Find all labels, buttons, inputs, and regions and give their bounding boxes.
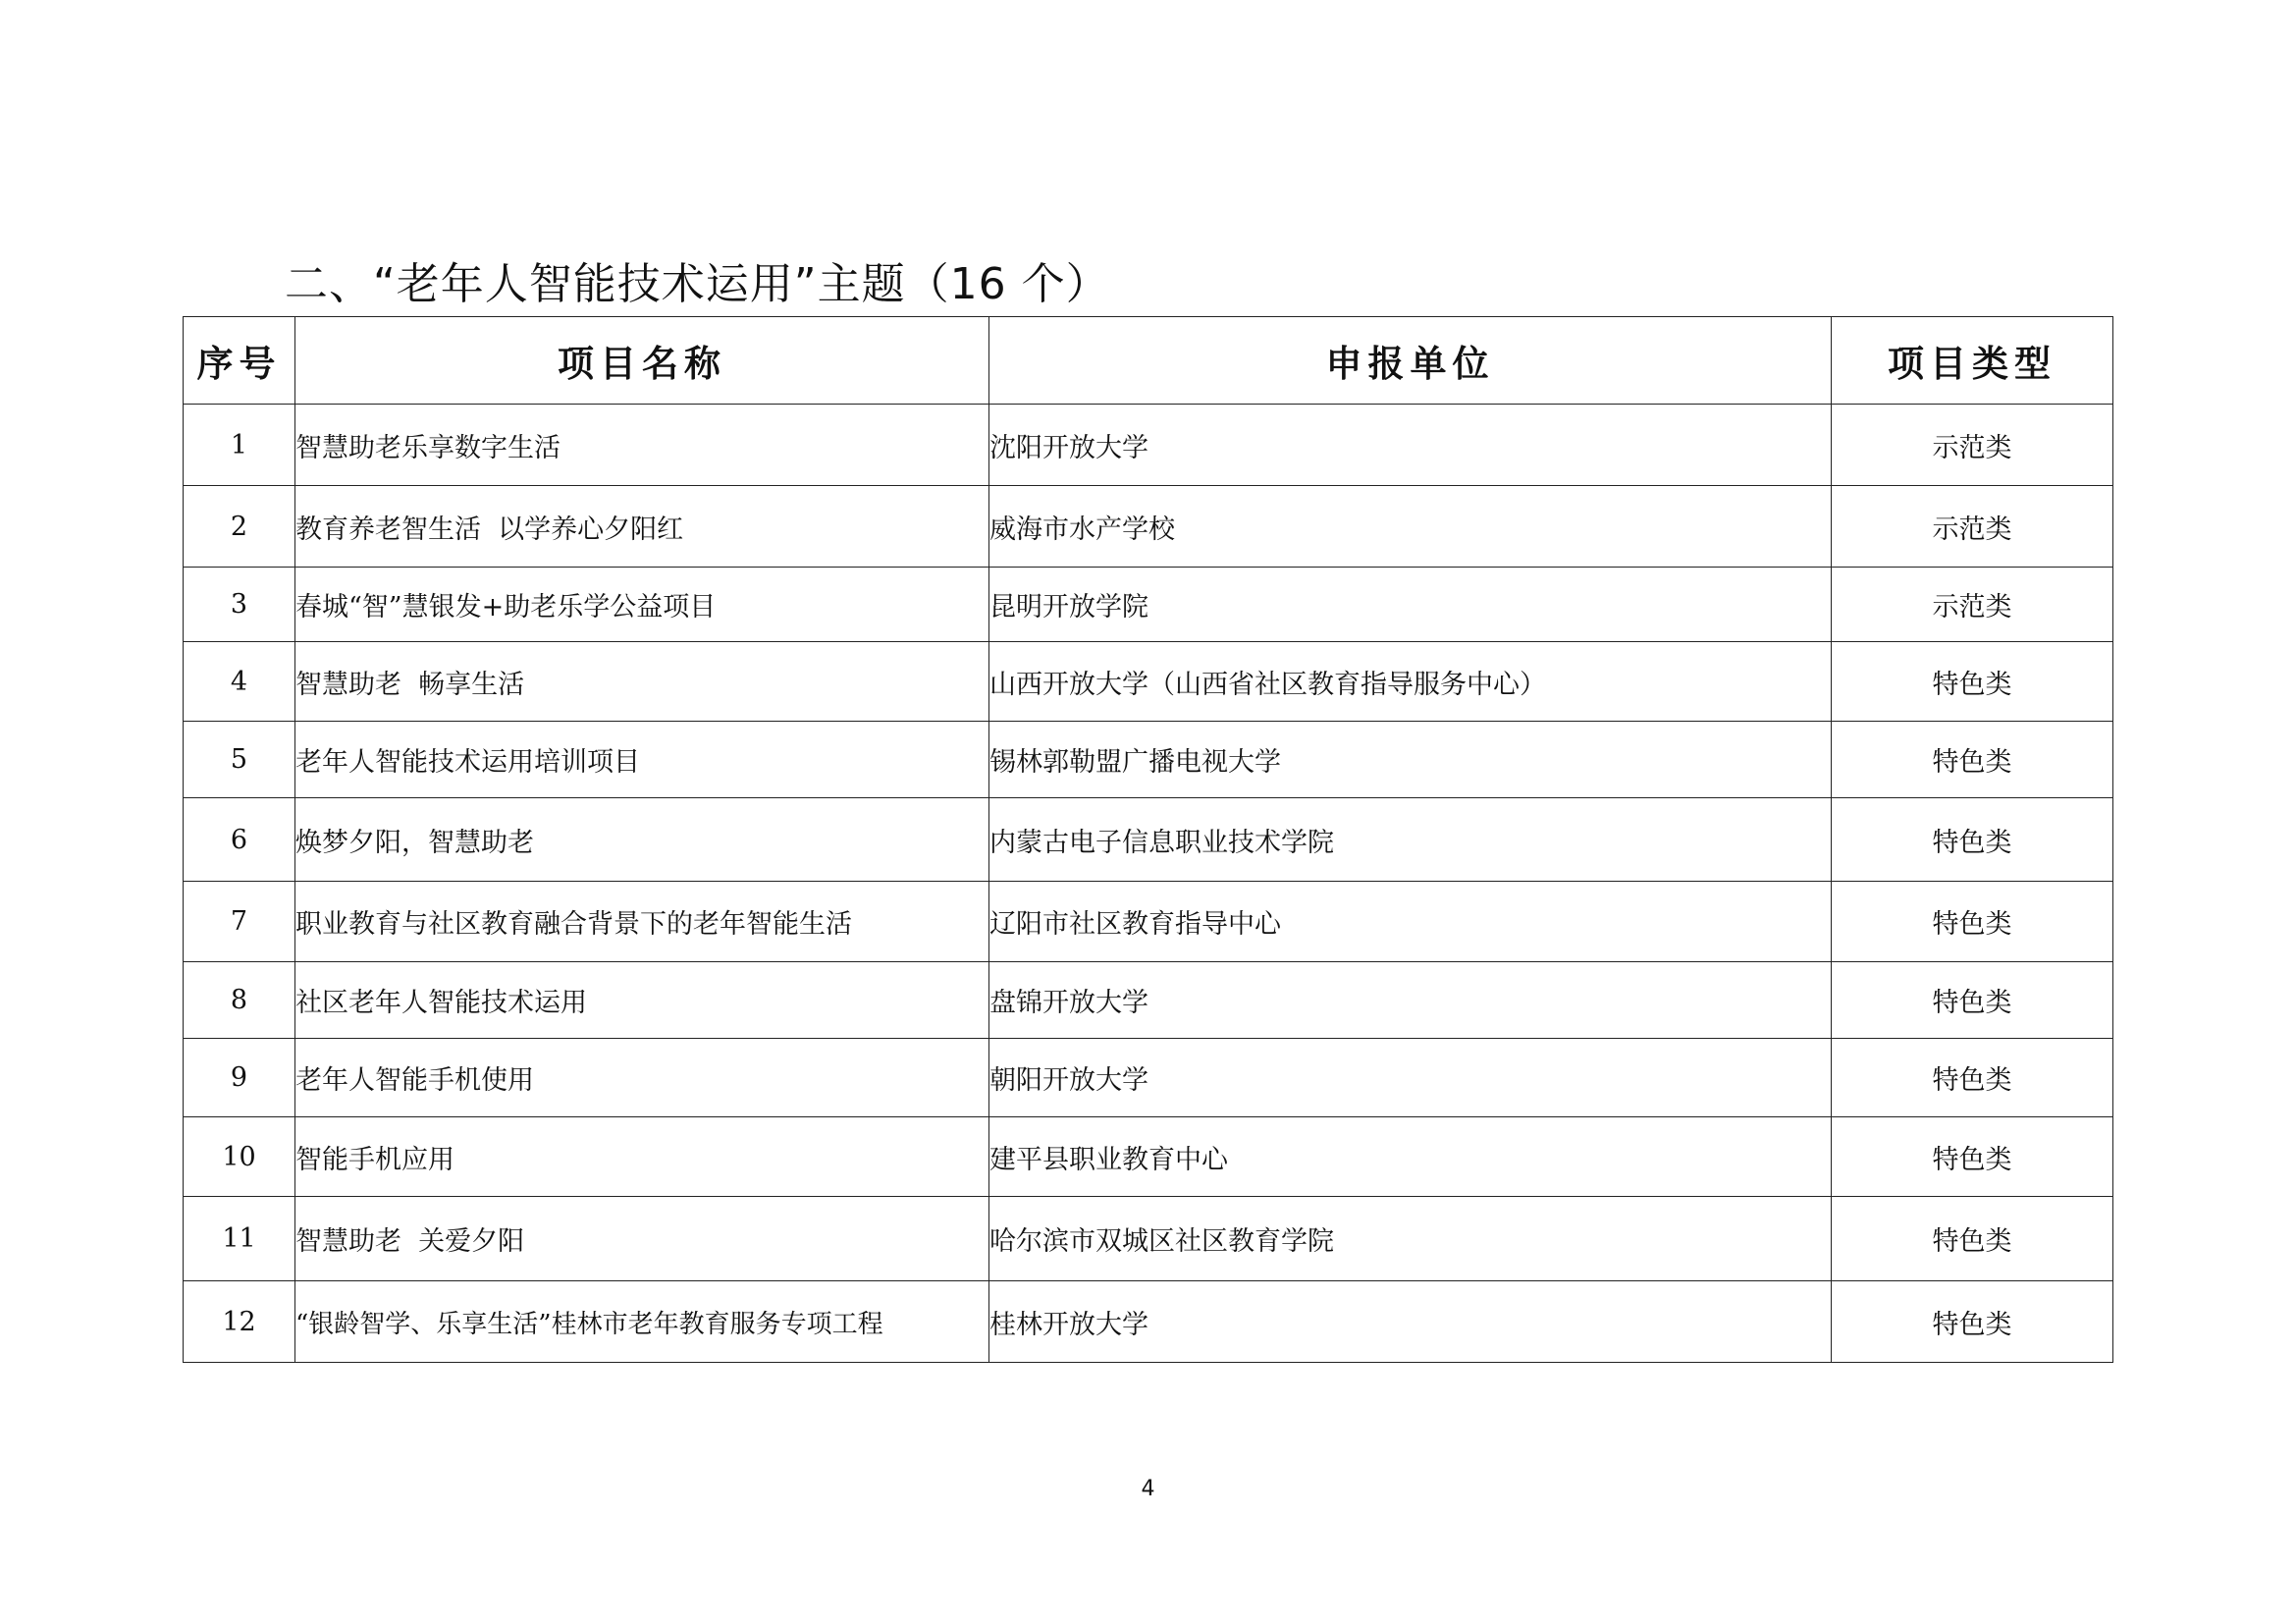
cell-applicant-unit: 威海市水产学校 — [989, 486, 1832, 568]
cell-project-name: 智慧助老 关爱夕阳 — [295, 1197, 989, 1281]
table-row — [184, 1117, 2113, 1197]
cell-applicant-unit: 盘锦开放大学 — [989, 962, 1832, 1039]
table-row — [184, 1197, 2113, 1281]
header-serial-number: 序号 — [184, 317, 295, 405]
cell-project-name: 智慧助老乐享数字生活 — [295, 405, 989, 486]
cell-project-type: 特色类 — [1832, 1117, 2113, 1197]
cell-project-type: 示范类 — [1832, 568, 2113, 642]
cell-serial-number: 4 — [184, 642, 295, 722]
table-row — [184, 1281, 2113, 1363]
cell-project-type: 特色类 — [1832, 1281, 2113, 1363]
section-heading: 二、“老年人智能技术运用”主题（16 个） — [285, 259, 1110, 309]
cell-applicant-unit: 哈尔滨市双城区社区教育学院 — [989, 1197, 1832, 1281]
cell-serial-number: 7 — [184, 882, 295, 962]
cell-serial-number: 11 — [184, 1197, 295, 1281]
table-header-row — [184, 317, 2113, 405]
cell-project-type: 特色类 — [1832, 882, 2113, 962]
cell-serial-number: 12 — [184, 1281, 295, 1363]
cell-project-type: 特色类 — [1832, 642, 2113, 722]
cell-applicant-unit: 内蒙古电子信息职业技术学院 — [989, 798, 1832, 882]
header-applicant-unit: 申报单位 — [989, 317, 1832, 405]
table-row — [184, 486, 2113, 568]
cell-project-type: 特色类 — [1832, 1039, 2113, 1117]
cell-project-name: 社区老年人智能技术运用 — [295, 962, 989, 1039]
cell-serial-number: 8 — [184, 962, 295, 1039]
table-row — [184, 722, 2113, 798]
project-table — [183, 316, 2113, 1363]
cell-serial-number: 10 — [184, 1117, 295, 1197]
cell-serial-number: 2 — [184, 486, 295, 568]
cell-serial-number: 3 — [184, 568, 295, 642]
page-number: 4 — [1141, 1477, 1155, 1501]
cell-project-name: 焕梦夕阳，智慧助老 — [295, 798, 989, 882]
cell-applicant-unit: 桂林开放大学 — [989, 1281, 1832, 1363]
cell-project-name: 职业教育与社区教育融合背景下的老年智能生活 — [295, 882, 989, 962]
table-row — [184, 568, 2113, 642]
cell-applicant-unit: 沈阳开放大学 — [989, 405, 1832, 486]
table-row — [184, 642, 2113, 722]
table-row — [184, 405, 2113, 486]
cell-project-type: 特色类 — [1832, 798, 2113, 882]
cell-project-name: “银龄智学、乐享生活”桂林市老年教育服务专项工程 — [295, 1281, 989, 1363]
header-project-type: 项目类型 — [1832, 317, 2113, 405]
cell-project-name: 老年人智能技术运用培训项目 — [295, 722, 989, 798]
cell-project-name: 老年人智能手机使用 — [295, 1039, 989, 1117]
cell-project-name: 春城“智”慧银发+助老乐学公益项目 — [295, 568, 989, 642]
cell-applicant-unit: 昆明开放学院 — [989, 568, 1832, 642]
table-row — [184, 1039, 2113, 1117]
cell-applicant-unit: 山西开放大学（山西省社区教育指导服务中心） — [989, 642, 1832, 722]
table-row — [184, 962, 2113, 1039]
table-row — [184, 882, 2113, 962]
cell-project-type: 示范类 — [1832, 405, 2113, 486]
cell-project-type: 特色类 — [1832, 1197, 2113, 1281]
cell-applicant-unit: 锡林郭勒盟广播电视大学 — [989, 722, 1832, 798]
cell-project-type: 示范类 — [1832, 486, 2113, 568]
cell-project-type: 特色类 — [1832, 962, 2113, 1039]
cell-project-name: 教育养老智生活 以学养心夕阳红 — [295, 486, 989, 568]
cell-serial-number: 9 — [184, 1039, 295, 1117]
cell-applicant-unit: 建平县职业教育中心 — [989, 1117, 1832, 1197]
cell-project-name: 智能手机应用 — [295, 1117, 989, 1197]
cell-applicant-unit: 辽阳市社区教育指导中心 — [989, 882, 1832, 962]
header-project-name: 项目名称 — [295, 317, 989, 405]
table-row — [184, 798, 2113, 882]
cell-serial-number: 5 — [184, 722, 295, 798]
cell-project-name: 智慧助老 畅享生活 — [295, 642, 989, 722]
cell-serial-number: 6 — [184, 798, 295, 882]
cell-project-type: 特色类 — [1832, 722, 2113, 798]
cell-serial-number: 1 — [184, 405, 295, 486]
cell-applicant-unit: 朝阳开放大学 — [989, 1039, 1832, 1117]
